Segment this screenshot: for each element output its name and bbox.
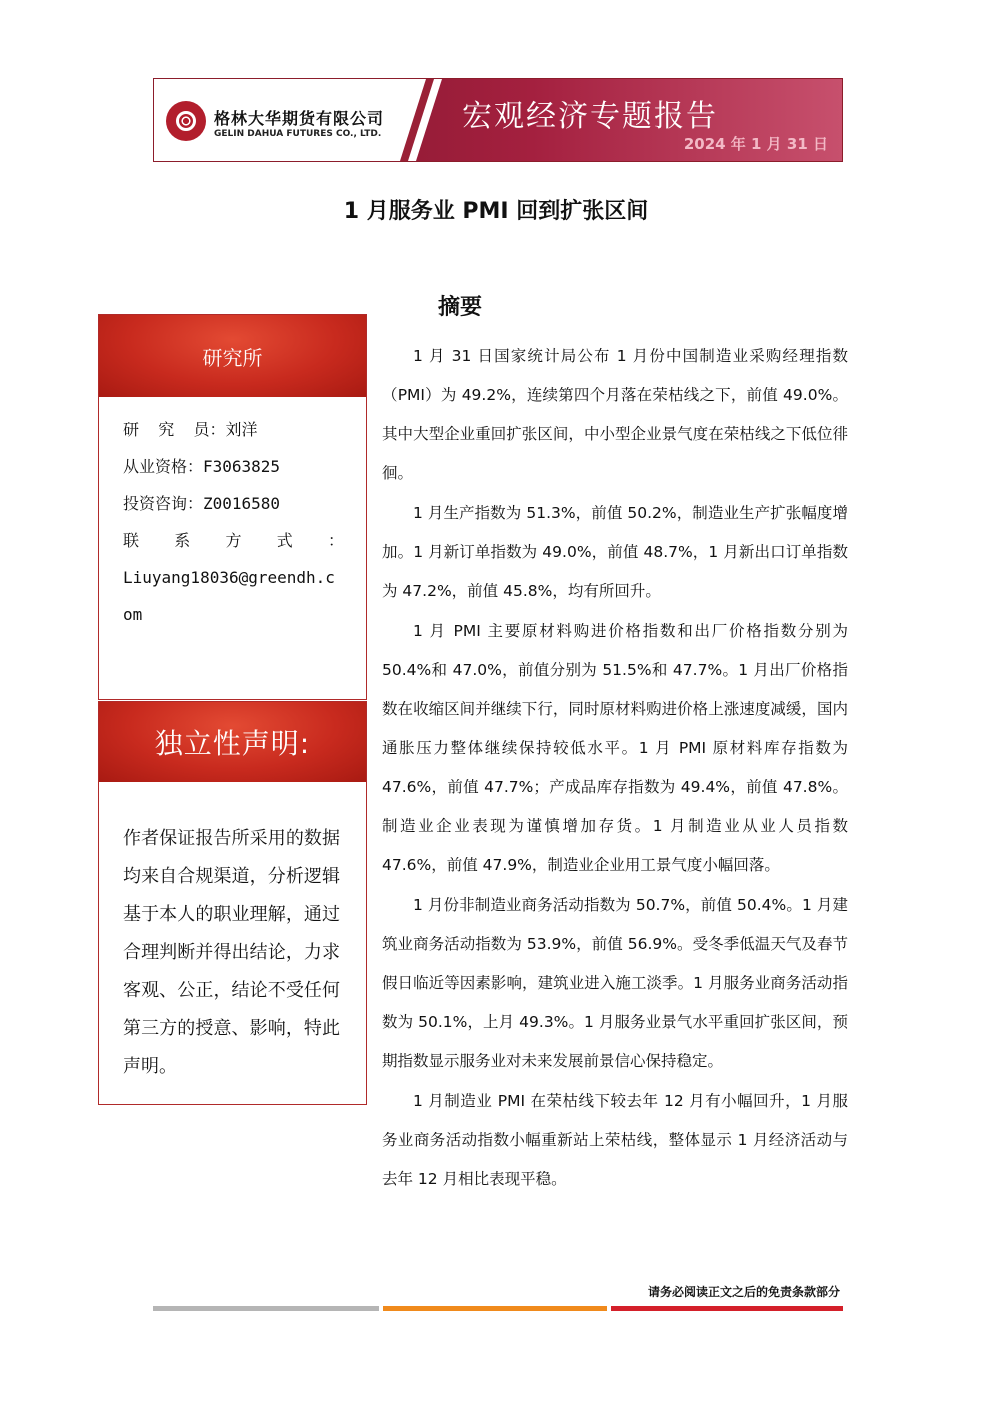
- researcher-name: 研 究 员：刘洋: [123, 420, 258, 439]
- abstract-paragraph: 1 月 PMI 主要原材料购进价格指数和出厂价格指数分别为 50.4%和 47.0%，前值分别为 51.5%和 47.7%。1 月出厂价格指数在收缩区间并继续下行，同时原材料购进价格上涨速度减缓，国内通胀压力整体继续保持较低水平。1 月 PMI 原材料库存指数为 47.6%，前值 47.7%；产成品库存指数为 49.4%，前值 47.8%。制造业企业表现为谨慎增加存货。1 月制造业从业人员指数 47.6%，前值 47.9%，制造业企业用工景气度小幅回落。: [382, 622, 848, 874]
- statement-text: 作者保证报告所采用的数据均来自合规渠道，分析逻辑基于本人的职业理解，通过合理判断并得出结论，力求客观、公正，结论不受任何第三方的授意、影响，特此声明。: [123, 828, 340, 1077]
- report-type: 宏观经济专题报告: [462, 99, 718, 134]
- contact-char: 联: [123, 531, 140, 550]
- page-title: 1 月服务业 PMI 回到扩张区间: [343, 199, 649, 224]
- researcher-email: Liuyang18036@greendh.com: [123, 568, 335, 624]
- abstract-paragraph: 1 月份非制造业商务活动指数为 50.7%，前值 50.4%。1 月建筑业商务活动指数为 53.9%，前值 56.9%。受冬季低温天气及春节假日临近等因素影响，建筑业进入施工淡季。1 月服务业商务活动指数为 50.1%，上月 49.3%。1 月服务业景气水平重回扩张区间，预期指数显示服务业对未来发展前景信心保持稳定。: [382, 896, 848, 1070]
- abstract-paragraph: 1 月制造业 PMI 在荣枯线下较去年 12 月有小幅回升，1 月服务业商务活动指数小幅重新站上荣枯线，整体显示 1 月经济活动与去年 12 月相比表现平稳。: [382, 1092, 848, 1188]
- report-date: 2024 年 1 月 31 日: [683, 135, 828, 153]
- company-name-en: GELIN DAHUA FUTURES CO., LTD.: [214, 129, 382, 139]
- research-box-header: 研究所: [99, 315, 366, 397]
- abstract-paragraph: 1 月 31 日国家统计局公布 1 月份中国制造业采购经理指数（PMI）为 49.2%，连续第四个月落在荣枯线之下，前值 49.0%。其中大型企业重回扩张区间，中小型企业景气度在荣枯线之下低位徘徊。: [382, 347, 848, 482]
- researcher-details: [99, 397, 366, 633]
- statement-box-header: 独立性声明:: [99, 702, 366, 782]
- report-banner: [153, 78, 843, 162]
- contact-char: 系: [174, 531, 191, 550]
- independence-statement-box: [98, 701, 367, 1105]
- abstract-body: [382, 337, 848, 1200]
- disclaimer-note: 请务必阅读正文之后的免责条款部分: [647, 1285, 840, 1299]
- contact-label: [123, 522, 344, 559]
- abstract-heading: 摘要: [438, 295, 483, 320]
- abstract-paragraph: 1 月生产指数为 51.3%，前值 50.2%，制造业生产扩张幅度增加。1 月新订单指数为 49.0%，前值 48.7%，1 月新出口订单指数为 47.2%，前值 45.8%，均有所回升。: [382, 504, 848, 600]
- research-info-box: [98, 314, 367, 700]
- researcher-advisory: 投资咨询：Z0016580: [123, 494, 281, 513]
- researcher-qualification: 从业资格：F3063825: [123, 457, 281, 476]
- contact-char: ：: [327, 531, 344, 550]
- company-logo-icon: [166, 101, 206, 141]
- contact-char: 方: [225, 531, 242, 550]
- company-name-cn: 格林大华期货有限公司: [214, 109, 385, 128]
- contact-char: 式: [276, 531, 293, 550]
- footer-color-bar: [153, 1306, 843, 1311]
